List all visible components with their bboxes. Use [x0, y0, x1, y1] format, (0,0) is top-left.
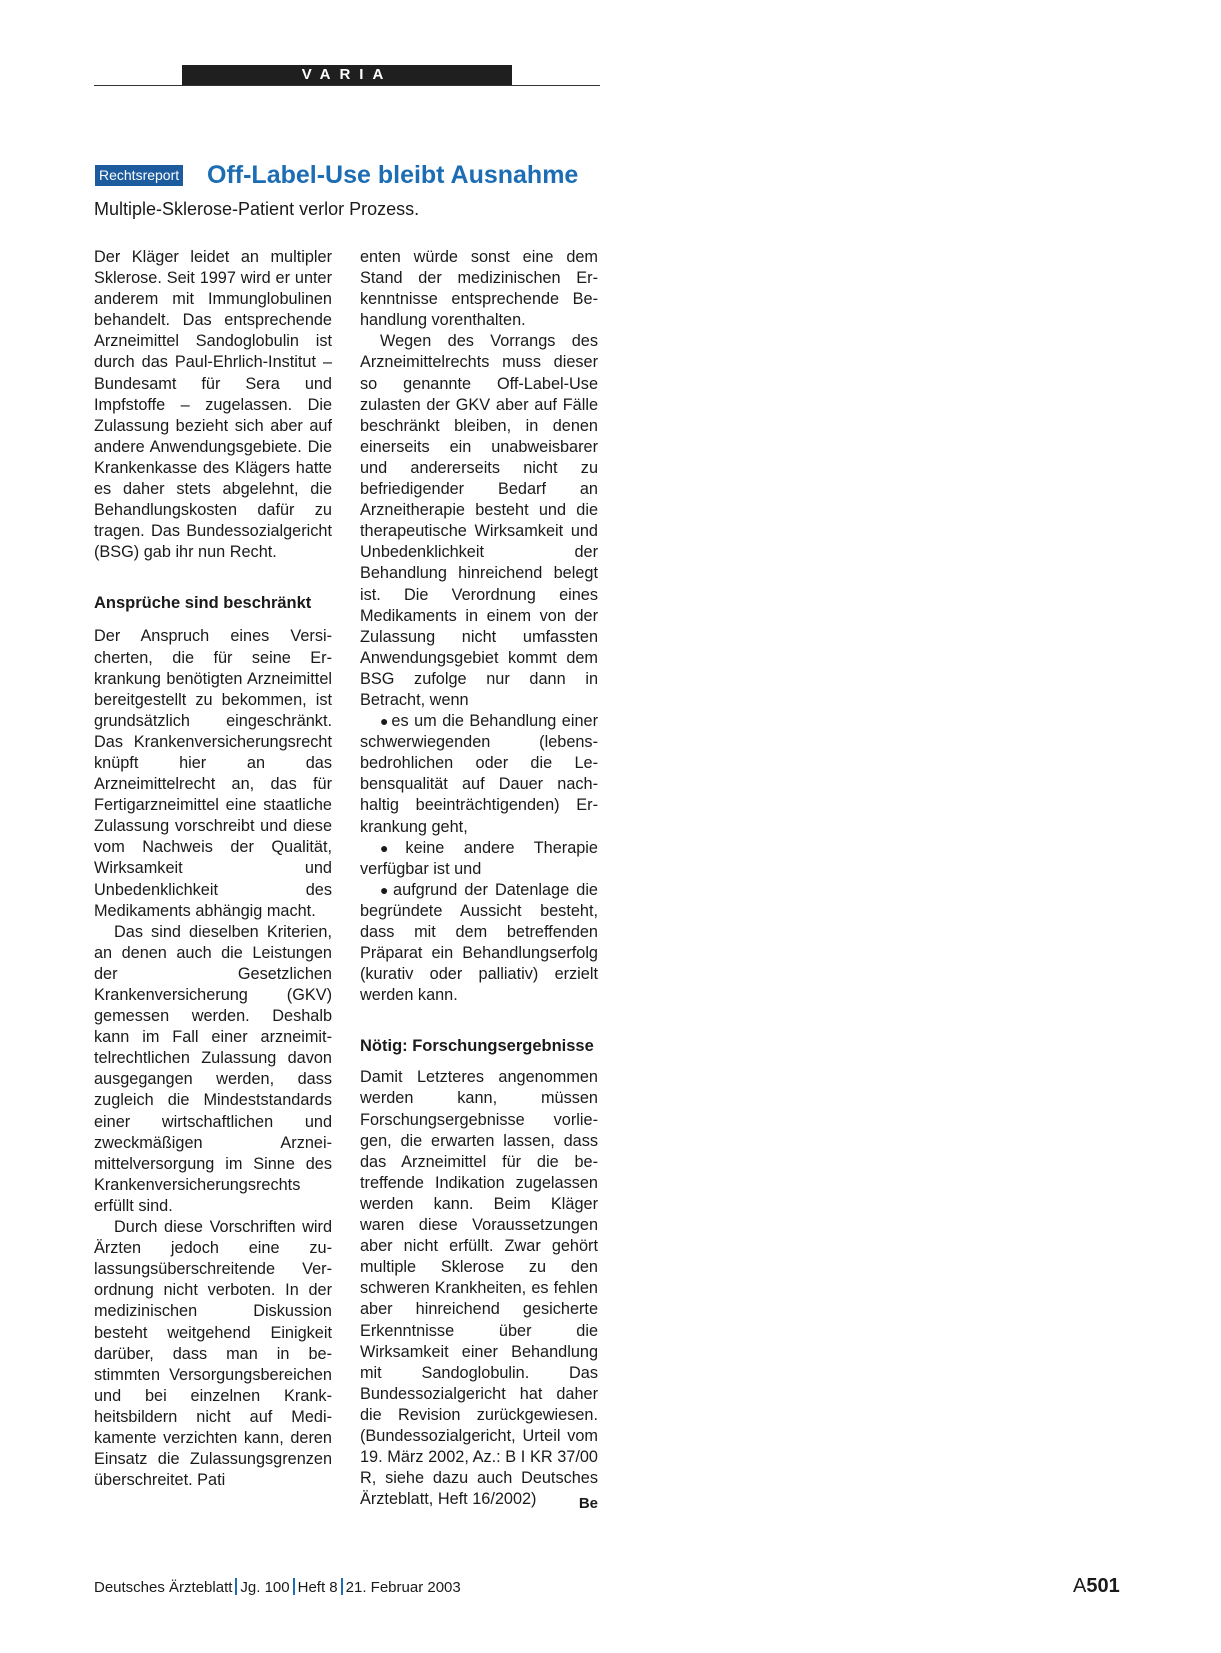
- paragraph: Der Kläger leidet an multipler Sklerose. Seit 1997 wird er unter anderem mit Immunglobulinen behandelt. Das entsprechende Arzneimittel Sandoglobulin ist durch das Paul-Ehrlich-Institut – Bundesamt für Sera und Impfstoffe – zugelassen. Die Zulassung bezieht sich aber auf andere Anwendungsgebiete. Die Krankenkasse des Klägers hatte es daher stets abgelehnt, die Behandlungskosten dafür zu tragen. Das Bundessozialgericht (BSG) gab ihr nun Recht.: [94, 248, 332, 562]
- footer-separator: [341, 1578, 343, 1595]
- text-column-right: [360, 247, 598, 1514]
- subheading: Nötig: Forschungsergebnisse: [360, 1037, 594, 1056]
- bullet-item: ● aufgrund der Datenlage die begründete Aussicht besteht, dass mit dem betreffenden Präparat ein Behandlungserfolg (kurativ oder palliativ) erzielt werden kann.: [360, 880, 598, 1005]
- paragraph: Das sind dieselben Kriterien, an denen auch die Leistungen der Gesetzlichen Krankenversicherung (GKV) gemessen werden. Deshalb kann im Fall einer arzneimittelrechtlichen Zulassung davon ausgegangen werden, dass zugleich die Mindeststandards einer wirtschaftlichen und zweckmäßigen Arzneimittelversorgung im Sinne des Krankenversicherungsrechts erfüllt sind.: [94, 922, 332, 1215]
- subheading: Ansprüche sind beschränkt: [94, 594, 312, 613]
- footer-separator: [293, 1578, 295, 1595]
- page-number: A501: [1073, 1575, 1120, 1597]
- section-label: VARIA: [182, 65, 512, 85]
- bullet-item: ● es um die Behandlung einer schwerwiegenden (lebensbedrohlichen oder die Lebensqualität auf Dauer nachhaltig beeinträchtigenden) Erkrankung geht,: [360, 712, 598, 836]
- bullet-item: ● keine andere Therapie verfügbar ist und: [360, 838, 598, 878]
- paragraph: Der Anspruch eines Versicherten, die für seine Erkrankung benötigten Arzneimittel bereitgestellt zu bekommen, ist grundsätzlich eingeschränkt. Das Krankenversicherungsrecht knüpft hier an das Arzneimittelrecht an, das für Fertigarzneimittel eine staatliche Zulassung vorschreibt und diese vom Nachweis der Qualität, Wirksamkeit und Unbedenklichkeit des Medikaments abhängig macht.: [94, 627, 332, 920]
- footer-separator: [235, 1578, 237, 1595]
- text-column-left: [94, 247, 332, 1491]
- article-subtitle: Multiple-Sklerose-Patient verlor Prozess.: [94, 199, 420, 219]
- paragraph: Damit Letzteres angenommen werden kann, müssen Forschungsergebnisse vorliegen, die erwarten lassen, dass das Arzneimittel für die betreffende Indikation zugelassen werden kann. Beim Kläger waren diese Voraussetzungen aber nicht erfüllt. Zwar gehört multiple Sklerose zu den schweren Krankheiten, es fehlen aber hinreichend gesicherte Erkenntnisse über die Wirksamkeit einer Behandlung mit Sandoglobulin. Das Bundessozialgericht hat daher die Revision zurückgewiesen. (Bundessozialgericht, Urteil vom 19. März 2002, Az.: B I KR 37/00 R, siehe dazu auch Deutsches Ärzteblatt, Heft 16/2002) Be: [360, 1067, 598, 1510]
- journal-date: 21. Februar 2003: [345, 1579, 461, 1596]
- journal-volume: Jg. 100: [240, 1579, 290, 1596]
- paragraph: Wegen des Vorrangs des Arzneimittelrechts muss dieser so genannte Off-Label-Use zulasten der GKV aber auf Fälle beschränkt bleiben, in denen einerseits ein unabweisbarer und andererseits nicht zu befriedigender Bedarf an Arzneitherapie besteht und die therapeutische Wirksamkeit und Unbedenklichkeit der Behandlung hinreichend belegt ist. Die Verordnung eines Medikaments in einem von der Zulassung nicht umfassten Anwendungsgebiet kommt dem BSG zufolge nur dann in Betracht, wenn: [360, 332, 598, 709]
- author-signature: Be: [578, 1495, 598, 1513]
- paragraph: enten würde sonst eine dem Stand der medizinischen Erkenntnisse entsprechende Behandlung vorenthalten.: [360, 248, 598, 330]
- article-title: Off-Label-Use bleibt Ausnahme: [207, 161, 579, 189]
- page-footer: [94, 1578, 461, 1598]
- rubric-label: Rechtsreport: [95, 165, 183, 186]
- journal-name: Deutsches Ärzteblatt: [94, 1579, 233, 1596]
- section-rule: [94, 85, 600, 86]
- bullet-icon: ●: [380, 881, 392, 898]
- journal-issue: Heft 8: [297, 1579, 338, 1596]
- paragraph: Durch diese Vorschriften wird Ärzten jedoch eine zulassungsüberschreitende Verordnung nicht verboten. In der medizinischen Diskussion besteht weitgehend Einigkeit darüber, dass man in bestimmten Versorgungsbereichen und bei einzelnen Krankheitsbildern nicht auf Medikamente verzichten kann, deren Einsatz die Zulassungsgrenzen überschreitet. Pati: [94, 1218, 332, 1490]
- bullet-icon: ●: [380, 713, 390, 730]
- bullet-icon: ●: [380, 839, 404, 856]
